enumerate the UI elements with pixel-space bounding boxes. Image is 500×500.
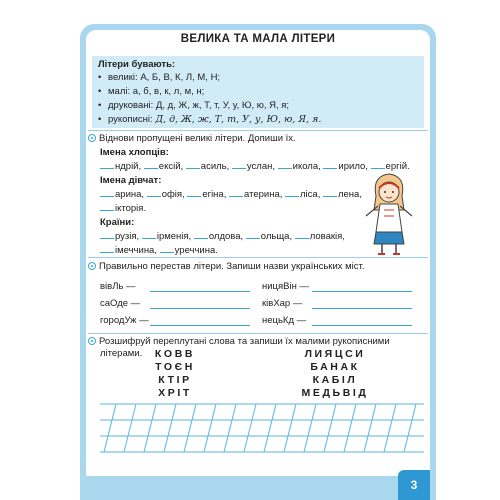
name-fragment: ліса, <box>300 189 321 200</box>
name-fragment: ергій. <box>385 161 410 172</box>
letter-blank[interactable] <box>144 168 158 169</box>
letter-blank[interactable] <box>323 196 337 197</box>
name-fragment: ловакія, <box>309 231 345 242</box>
rule-text-script: Д, д, Ж, ж, Т, т, У, у, Ю, ю, Я, я. <box>155 114 322 125</box>
name-fragment: ндрій, <box>115 161 142 172</box>
name-fragment: ирило, <box>338 161 368 172</box>
scrambled-word: БАНАК <box>310 361 360 373</box>
letter-blank[interactable] <box>100 196 114 197</box>
rule-text: Д, д, Ж, ж, Т, т, У, у, Ю, ю, Я, я; <box>155 100 290 111</box>
task-2-instruction <box>88 261 364 272</box>
scrambled-word: КТІР <box>158 374 192 386</box>
letter-blank[interactable] <box>100 252 114 253</box>
city-scramble: городУж — <box>100 315 149 326</box>
city-scramble: вівЛь — <box>100 281 136 292</box>
letter-blank[interactable] <box>295 238 309 239</box>
rule-label: великі: <box>108 72 138 83</box>
name-fragment: офія, <box>161 189 185 200</box>
letter-blank[interactable] <box>100 210 114 211</box>
bullet-icon: • <box>98 86 102 97</box>
name-fragment: егіна, <box>202 189 227 200</box>
instruction-text: Правильно перестав літери. Запиши назви українських міст. <box>99 261 365 272</box>
scrambled-word: МЕДЬВІД <box>301 387 369 399</box>
name-fragment: арина, <box>115 189 145 200</box>
name-fragment: атерина, <box>244 189 283 200</box>
letter-blank[interactable] <box>186 168 200 169</box>
divider <box>88 130 428 131</box>
rule-label: малі: <box>108 86 131 97</box>
rule-row <box>98 86 204 97</box>
letter-blank[interactable] <box>323 168 337 169</box>
scrambled-word: ЛИЯЦСИ <box>304 348 366 360</box>
letter-blank[interactable] <box>100 168 114 169</box>
scrambled-word: КАБІЛ <box>312 374 358 386</box>
letter-blank[interactable] <box>147 196 161 197</box>
instruction-text: Розшифруй переплутані слова та запиши їх малими рукописними <box>99 336 390 347</box>
name-fragment: икола, <box>292 161 321 172</box>
scrambled-word: ХРІТ <box>158 387 192 399</box>
divider <box>88 257 428 258</box>
countries-heading: Країни: <box>100 217 135 228</box>
countries-line <box>100 245 218 256</box>
boys-heading: Імена хлопців: <box>100 147 169 158</box>
name-fragment: ірменія, <box>156 231 192 242</box>
city-scramble: ківХар — <box>262 298 303 309</box>
page-number: 3 <box>398 470 430 500</box>
task-3-instruction <box>88 336 390 347</box>
name-fragment: ікторія. <box>115 203 147 214</box>
letter-blank[interactable] <box>278 168 292 169</box>
name-fragment: ольща, <box>260 231 293 242</box>
city-scramble: нецьКд — <box>262 315 307 326</box>
girl-illustration <box>358 170 420 258</box>
handwriting-grid[interactable] <box>100 402 424 458</box>
rule-heading: Літери бувають: <box>98 59 176 70</box>
answer-line[interactable] <box>312 308 412 309</box>
name-fragment: рузія, <box>115 231 140 242</box>
instruction-text: Віднови пропущені великі літери. Допиши їх. <box>99 133 296 144</box>
answer-line[interactable] <box>150 325 250 326</box>
rule-text: а, б, в, к, л, м, н; <box>132 86 205 97</box>
task-3-instruction-cont: літерами. <box>100 348 143 359</box>
letter-blank[interactable] <box>285 196 299 197</box>
rule-label: рукописні: <box>108 114 153 125</box>
letter-blank[interactable] <box>194 238 208 239</box>
rule-row <box>98 114 321 125</box>
rule-row <box>98 72 220 83</box>
name-fragment: імеччина, <box>115 245 157 256</box>
answer-line[interactable] <box>312 325 412 326</box>
bullet-icon: • <box>98 100 102 111</box>
letter-blank[interactable] <box>142 238 156 239</box>
rule-label: друковані: <box>108 100 154 111</box>
answer-line[interactable] <box>150 291 250 292</box>
bullet-icon: • <box>98 114 102 125</box>
letter-blank[interactable] <box>246 238 260 239</box>
task-icon <box>88 337 96 345</box>
answer-line[interactable] <box>150 308 250 309</box>
scrambled-word: ТОЄН <box>155 361 195 373</box>
name-fragment: услан, <box>246 161 276 172</box>
girls-heading: Імена дівчат: <box>100 175 162 186</box>
divider <box>88 333 428 334</box>
city-scramble: ницяВін — <box>262 281 309 292</box>
letter-blank[interactable] <box>229 196 243 197</box>
countries-line <box>100 231 345 242</box>
girls-names-line <box>100 203 146 214</box>
name-fragment: уреччина. <box>174 245 218 256</box>
letter-blank[interactable] <box>100 238 114 239</box>
city-scramble: саОде — <box>100 298 141 309</box>
name-fragment: ексій, <box>158 161 184 172</box>
girls-names-line <box>100 189 362 200</box>
answer-line[interactable] <box>312 291 412 292</box>
task-icon <box>88 134 96 142</box>
rule-row <box>98 100 289 111</box>
scrambled-word: КОВВ <box>154 348 196 360</box>
page-title: ВЕЛИКА ТА МАЛА ЛІТЕРИ <box>180 33 336 45</box>
letter-blank[interactable] <box>232 168 246 169</box>
rule-box <box>92 56 424 128</box>
letter-blank[interactable] <box>187 196 201 197</box>
name-fragment: лена, <box>337 189 362 200</box>
letter-blank[interactable] <box>160 252 174 253</box>
name-fragment: олдова, <box>208 231 244 242</box>
bullet-icon: • <box>98 72 102 83</box>
name-fragment: асиль, <box>200 161 230 172</box>
rule-text: А, Б, В, К, Л, М, Н; <box>140 72 221 83</box>
task-1-instruction <box>88 133 296 144</box>
letter-blank[interactable] <box>371 168 385 169</box>
task-icon <box>88 262 96 270</box>
